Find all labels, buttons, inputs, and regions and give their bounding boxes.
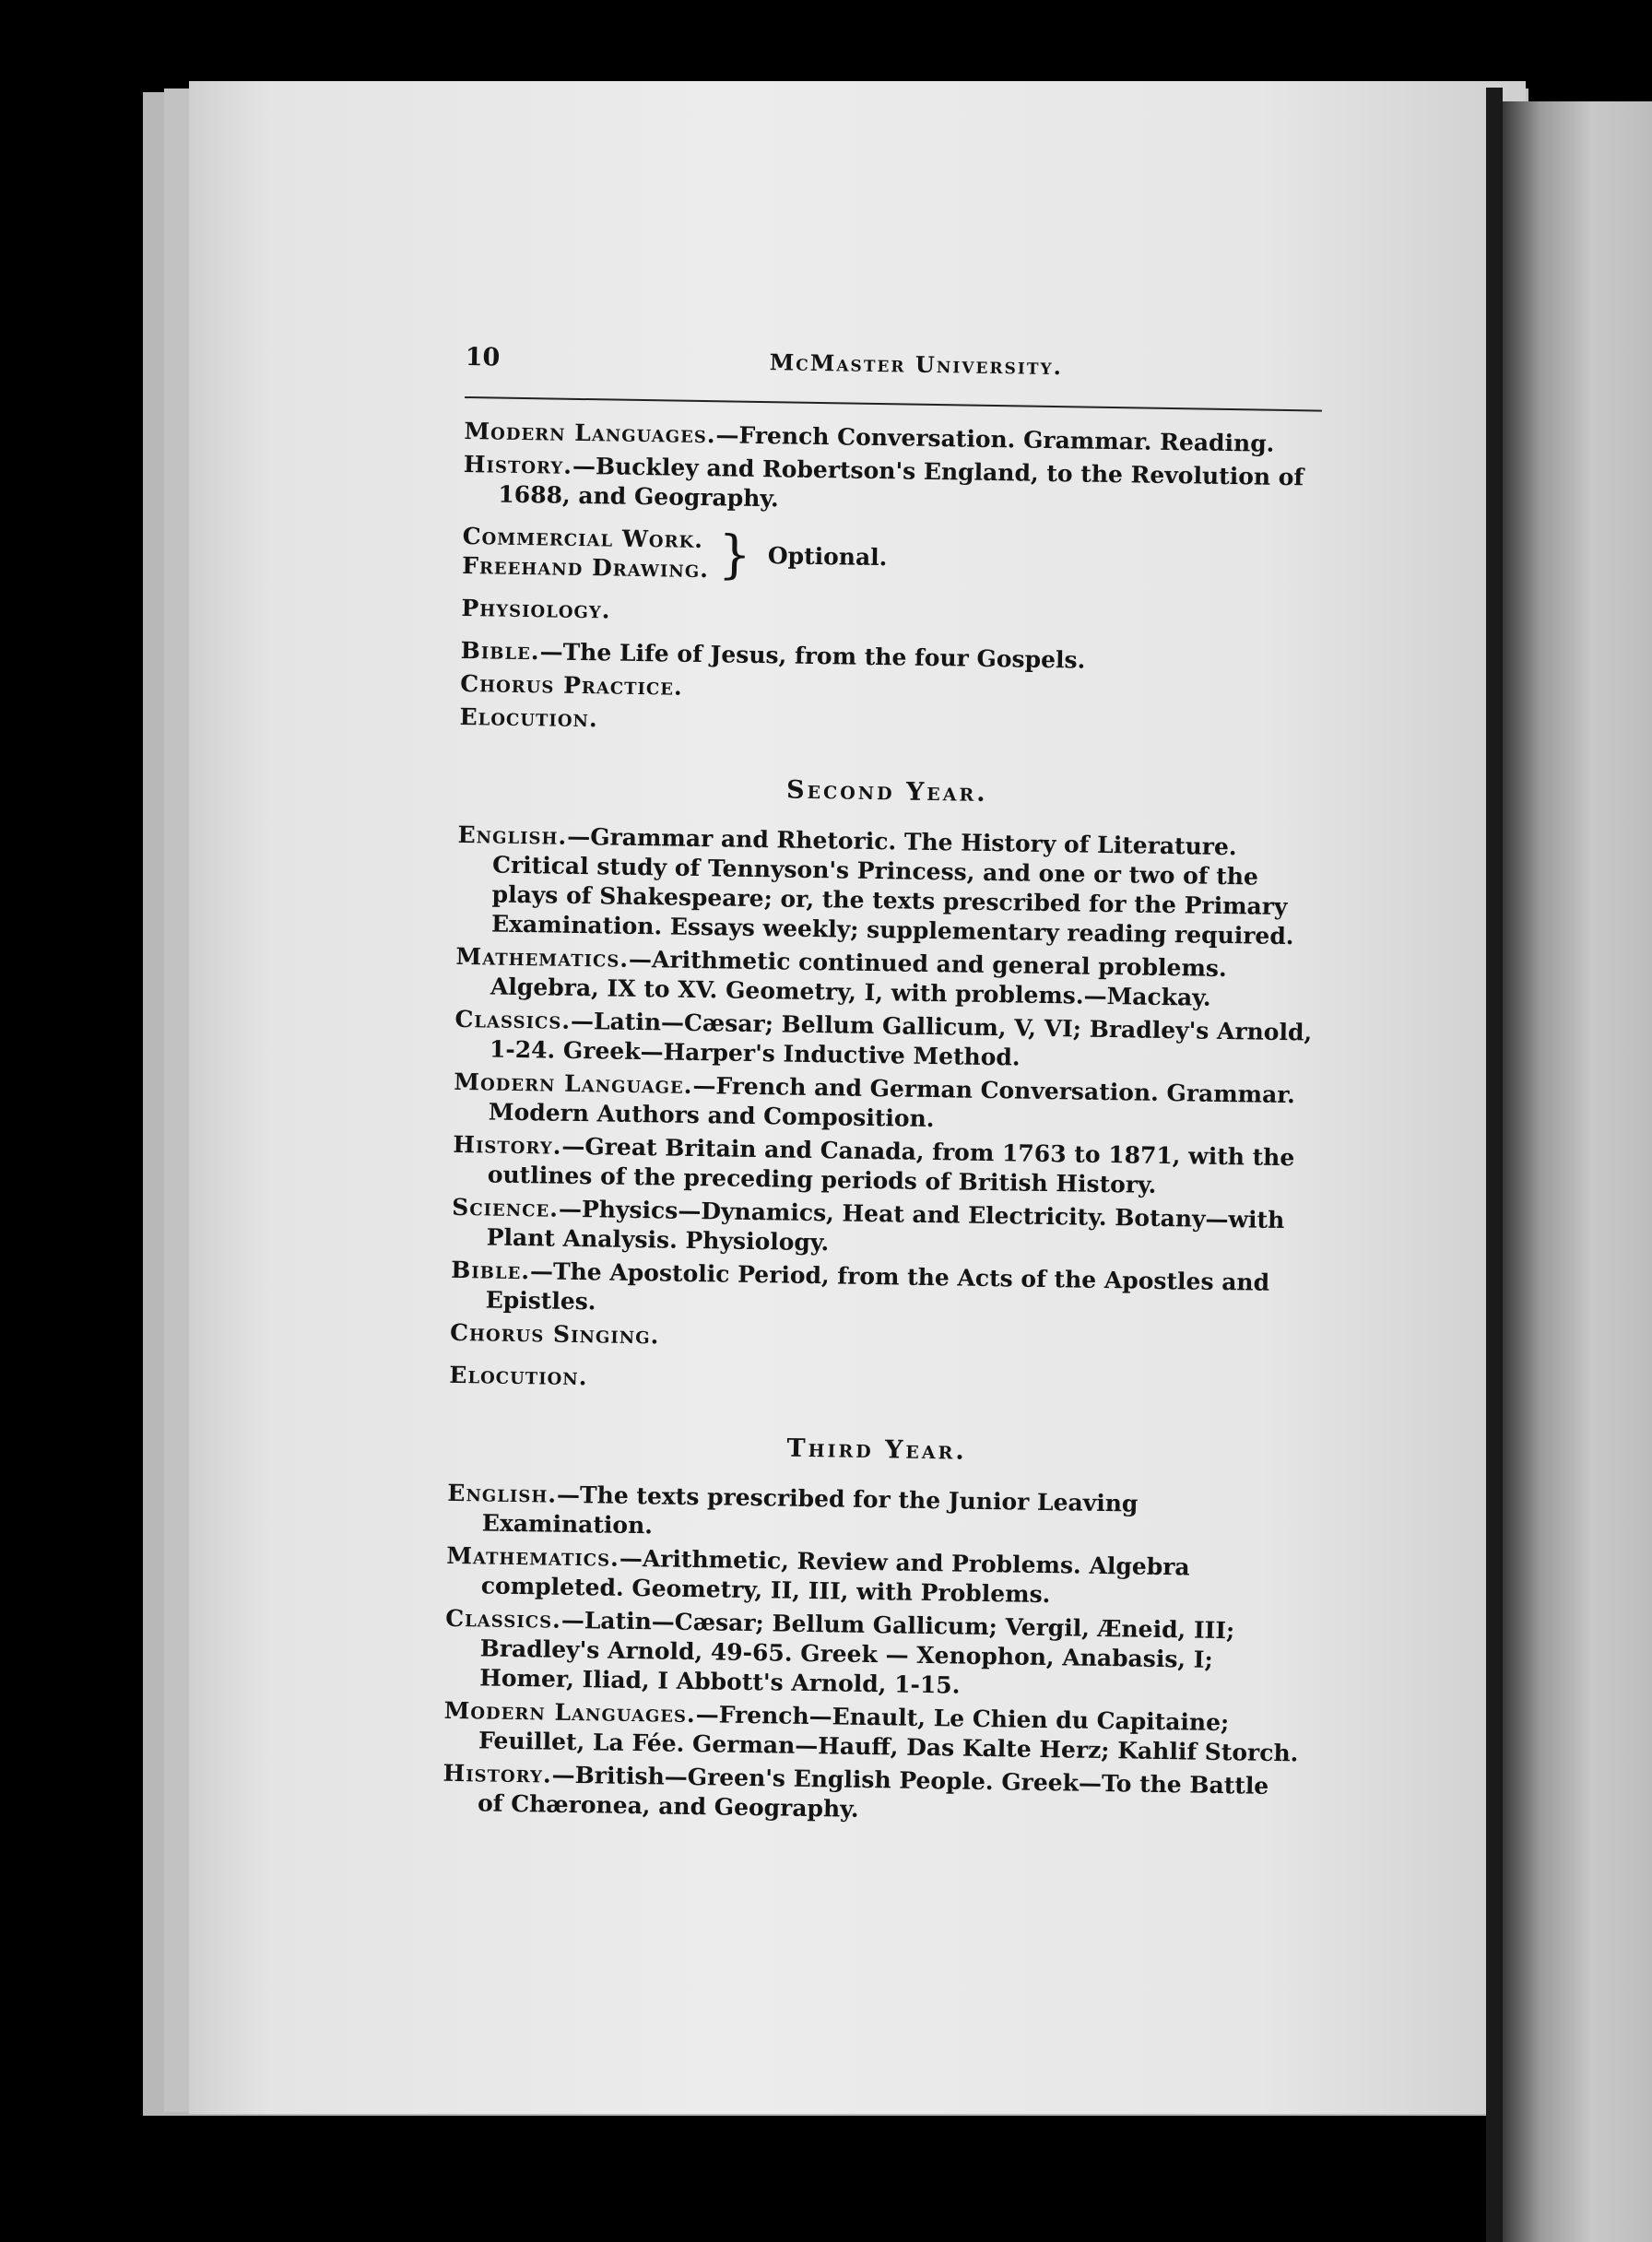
entry-text: —French and German Conversation. Grammar. Modern Authors and Composition. (488, 1071, 1296, 1133)
entry-heading: Modern Languages. (464, 417, 716, 449)
facing-page-edge (1503, 101, 1652, 2242)
book-gutter (1486, 88, 1503, 2242)
entry-heading: Science. (452, 1193, 560, 1222)
page-number: 10 (465, 343, 501, 372)
entry-heading: English. (457, 820, 568, 850)
optional-subjects-group (462, 522, 1320, 595)
optional-label: Optional. (767, 542, 888, 572)
entry-mathematics (455, 942, 1314, 1015)
section-title-second-year: Second Year. (785, 775, 988, 808)
entry-heading: Chorus Singing. (449, 1318, 660, 1350)
entry-heading: Mathematics. (446, 1541, 620, 1572)
entry-text: —Great Britain and Canada, from 1763 to 1871, with the outlines of the preceding periods of British History. (487, 1132, 1295, 1198)
entry-text: —French Conversation. Grammar. Reading. (715, 421, 1275, 457)
entry-text: —The texts prescribed for the Junior Leaving Examination. (481, 1481, 1139, 1540)
entry-heading: Chorus Practice. (459, 669, 683, 701)
entry-history (453, 1130, 1311, 1203)
entry-history (463, 450, 1321, 523)
entry-modern-languages (443, 1696, 1302, 1769)
section-title-third-year: Third Year. (786, 1434, 968, 1466)
entry-text: —Physics—Dynamics, Heat and Electricity. Botany—with Plant Analysis. Physiology. (486, 1195, 1285, 1257)
entry-physiology (461, 594, 1318, 637)
entry-history (442, 1759, 1301, 1832)
entry-science (452, 1193, 1310, 1266)
entry-heading: Mathematics. (455, 942, 630, 973)
optional-subjects-list (462, 522, 710, 584)
entry-text: —Grammar and Rhetoric. The History of Literature. Critical study of Tennyson's Princess, and one or two of the plays of Shakespeare; or, the texts prescribed for the Primary Examination. Essays weekly; supplementary reading required. (490, 822, 1294, 950)
entry-heading: Bible. (450, 1256, 531, 1285)
entry-classics (444, 1604, 1303, 1706)
entry-text: —Arithmetic, Review and Problems. Algebra completed. Geometry, II, III, with Problems. (480, 1544, 1190, 1609)
optional-subject-commercial-work: Commercial Work. (462, 522, 704, 554)
entry-text: —Buckley and Robertson's England, to the Revolution of 1688, and Geography. (498, 452, 1304, 513)
entry-text: —Latin—Cæsar; Bellum Gallicum, V, VI; Bradley's Arnold, 1-24. Greek—Harper's Inductive Method. (489, 1007, 1313, 1071)
entry-english (447, 1479, 1305, 1552)
entry-text: —Arithmetic continued and general problems. Algebra, IX to XV. Geometry, I, with problems.—Mackay. (490, 945, 1227, 1011)
entry-heading: Physiology. (461, 594, 611, 624)
entry-bible (450, 1256, 1308, 1328)
entry-text: —The Apostolic Period, from the Acts of the Apostles and Epistles. (485, 1257, 1270, 1316)
entry-text: —French—Enault, Le Chien du Capitaine; Feuillet, La Fée. German—Hauff, Das Kalte Herz; Kahlif Storch. (478, 1701, 1299, 1767)
entry-heading: Modern Languages. (443, 1696, 696, 1729)
curly-brace-icon: } (717, 525, 752, 585)
entry-heading: Elocution. (449, 1361, 588, 1391)
entry-mathematics (446, 1541, 1304, 1614)
entry-heading: Classics. (454, 1005, 572, 1034)
entry-text: —Latin—Cæsar; Bellum Gallicum; Vergil, Æneid, III; Bradley's Arnold, 49-65. Greek — Xenophon, Anabasis, I; Homer, Iliad, I Abbott's Arnold, 1-15. (479, 1606, 1235, 1699)
entry-heading: History. (453, 1130, 562, 1160)
entry-text: —The Life of Jesus, from the four Gospels. (539, 638, 1086, 674)
entry-english (456, 820, 1316, 952)
entry-heading: Modern Language. (454, 1068, 693, 1099)
header-rule (465, 396, 1322, 412)
entry-text: —British—Green's English People. Greek—To the Battle of Chæronea, and Geography. (477, 1761, 1269, 1823)
entry-heading: English. (447, 1479, 558, 1508)
entry-heading: Classics. (445, 1604, 562, 1634)
entry-elocution (449, 1361, 1306, 1404)
entry-heading: Bible. (460, 636, 540, 666)
entry-classics (454, 1005, 1313, 1078)
entry-heading: Elocution. (459, 702, 598, 733)
optional-subject-freehand-drawing: Freehand Drawing. (461, 551, 710, 584)
entry-heading: History. (442, 1759, 552, 1788)
page-content (442, 343, 1323, 1835)
entry-heading: History. (463, 450, 573, 479)
entry-modern-language (454, 1068, 1312, 1140)
running-title: McMaster University. (769, 348, 1064, 381)
